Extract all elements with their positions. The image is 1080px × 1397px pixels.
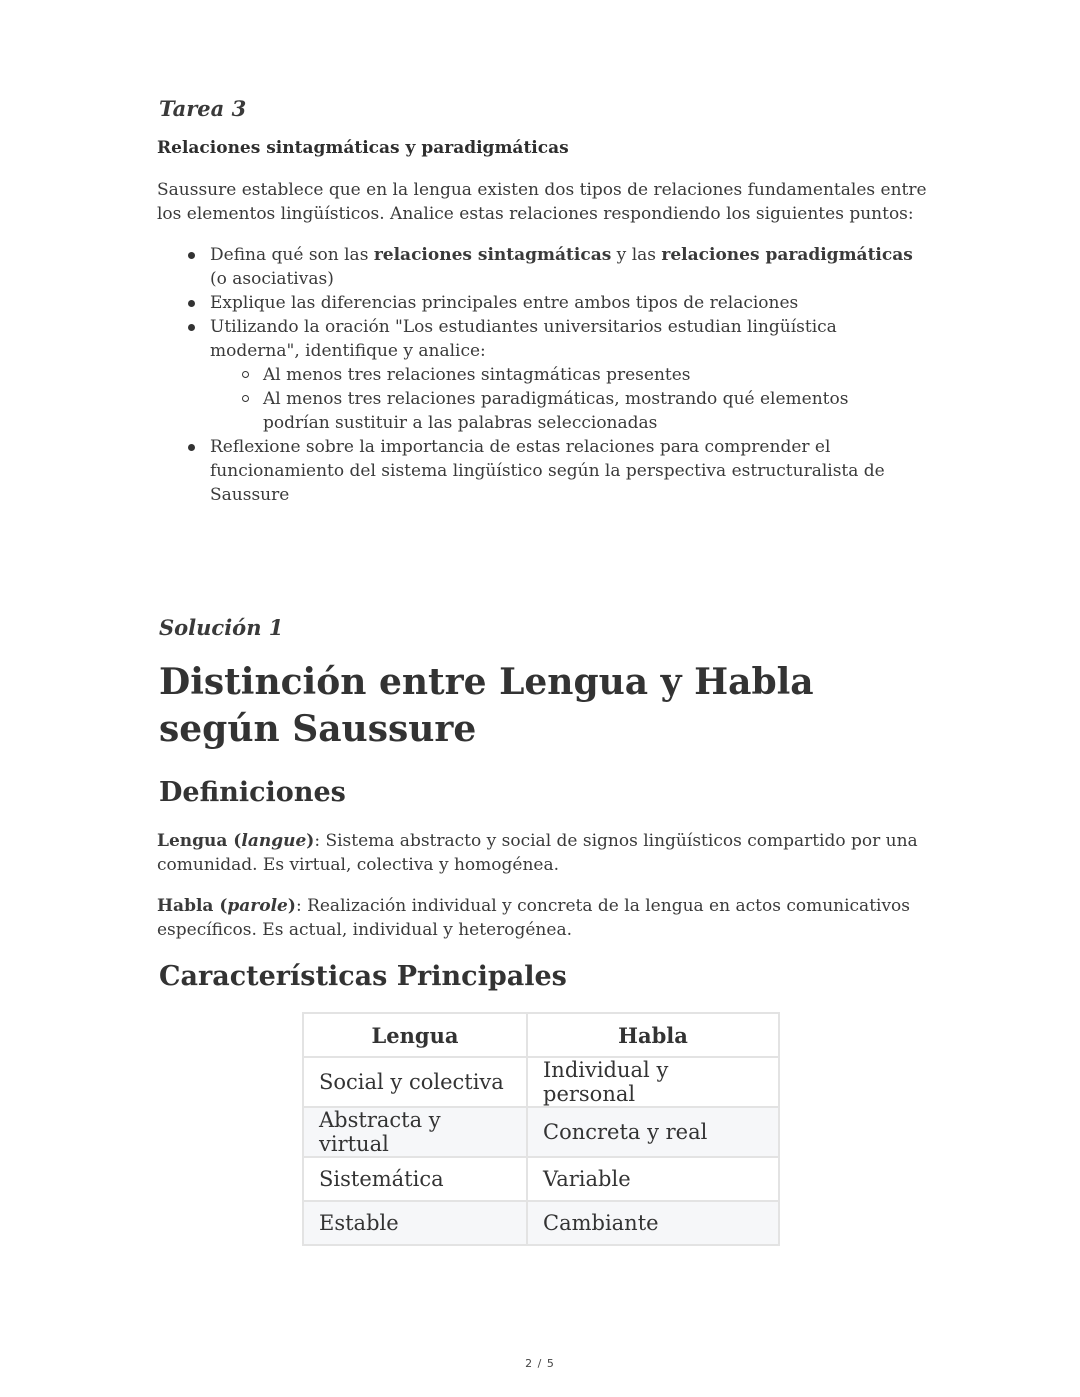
definition-lengua: Lengua (langue): Sistema abstracto y social de signos lingüísticos compartido por una comunidad. Es virtual, colectiva y homogénea. (157, 831, 918, 875)
term-sintagmaticas: relaciones sintagmáticas (373, 245, 612, 265)
table-cell: Cambiante (527, 1201, 779, 1245)
table-row (303, 1107, 779, 1157)
section-heading-definiciones: Definiciones (159, 777, 346, 808)
sub-list-item: Al menos tres relaciones sintagmáticas presentes (210, 363, 917, 387)
table-cell: Concreta y real (527, 1107, 779, 1157)
table-row (303, 1057, 779, 1107)
column-header-lengua: Lengua (303, 1013, 527, 1057)
table-header-row (303, 1013, 779, 1057)
table-cell: Variable (527, 1157, 779, 1201)
list-item: Defina qué son las relaciones sintagmáticas y las relaciones paradigmáticas (o asociativas) (157, 243, 917, 291)
section-heading-caracteristicas: Características Principales (159, 961, 567, 992)
term-paradigmaticas: relaciones paradigmáticas (661, 245, 913, 265)
table-cell: Individual y personal (527, 1057, 779, 1107)
task-label: Tarea 3 (159, 96, 247, 121)
task-bullet-list (157, 243, 917, 507)
sub-list (210, 363, 917, 435)
solution-label: Solución 1 (159, 615, 284, 640)
list-item: Explique las diferencias principales entre ambos tipos de relaciones (157, 291, 917, 315)
sub-list-item: Al menos tres relaciones paradigmáticas, mostrando qué elementos podrían sustituir a las palabras seleccionadas (210, 387, 917, 435)
table-cell: Estable (303, 1201, 527, 1245)
task-intro: Saussure establece que en la lengua existen dos tipos de relaciones fundamentales entre los elementos lingüísticos. Analice estas relaciones respondiendo los siguientes puntos: (157, 180, 927, 224)
list-item: Reflexione sobre la importancia de estas relaciones para comprender el funcionamiento del sistema lingüístico según la perspectiva estructuralista de Saussure (157, 435, 917, 507)
column-header-habla: Habla (527, 1013, 779, 1057)
table-row (303, 1201, 779, 1245)
page-title: Distinción entre Lengua y Habla según Saussure (159, 661, 814, 750)
comparison-table (302, 1012, 780, 1246)
definition-habla: Habla (parole): Realización individual y concreta de la lengua en actos comunicativos específicos. Es actual, individual y heterogénea. (157, 896, 911, 940)
task-heading: Relaciones sintagmáticas y paradigmáticas (157, 138, 569, 158)
table-cell: Social y colectiva (303, 1057, 527, 1107)
table-row (303, 1157, 779, 1201)
table-cell: Abstracta y virtual (303, 1107, 527, 1157)
page-indicator: 2 / 5 (525, 1357, 555, 1370)
list-item: Utilizando la oración "Los estudiantes universitarios estudian lingüística moderna", identifique y analice: Al menos tres relaciones sintagmáticas presentes Al menos tres relaciones paradigmáticas, mostrando qué elementos podrían sustituir a las palabras seleccionadas (157, 315, 917, 435)
table-cell: Sistemática (303, 1157, 527, 1201)
